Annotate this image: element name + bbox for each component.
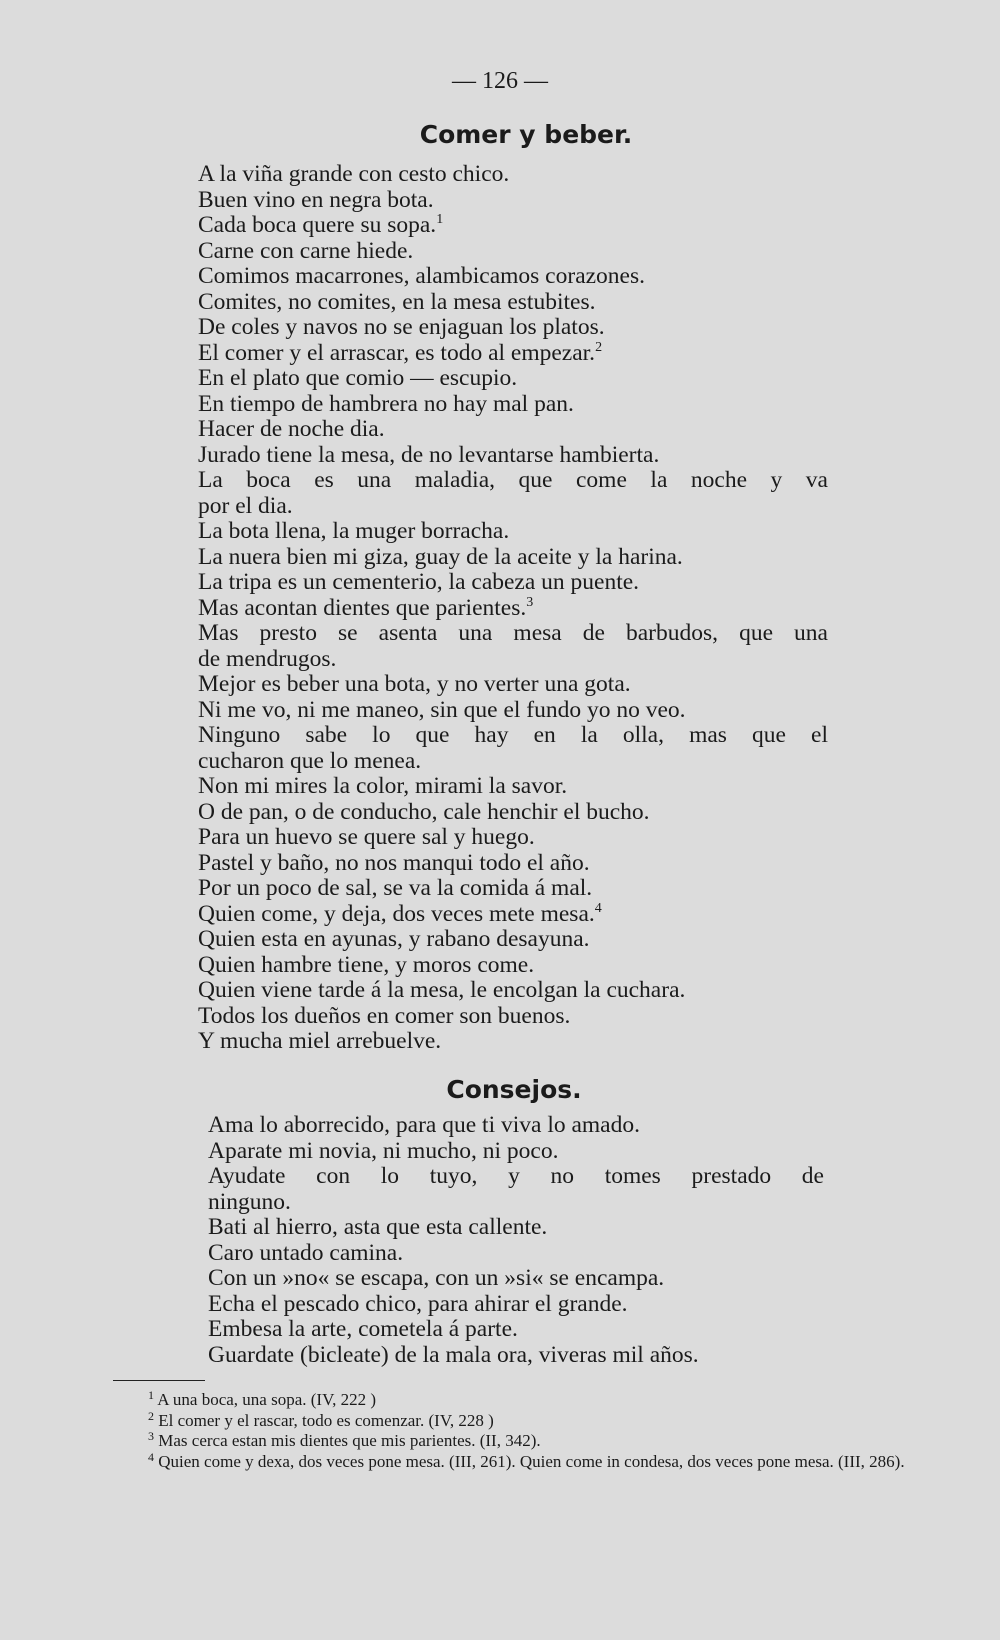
footnote-reference: 2 xyxy=(595,339,603,355)
proverb-text: Carne con carne hiede. xyxy=(198,237,414,264)
proverb-line xyxy=(208,1317,824,1343)
proverb-line xyxy=(198,315,828,341)
proverb-text: Comimos macarrones, alambicamos corazones. xyxy=(198,263,646,289)
proverb-line xyxy=(198,774,828,800)
proverb-text: Bati al hierro, asta que esta callente. xyxy=(208,1214,548,1240)
proverb-text: Para un huevo se quere sal y huego. xyxy=(198,824,535,850)
proverb-text: La bota llena, la muger borracha. xyxy=(198,518,510,544)
proverb-text: Y mucha miel arrebuelve. xyxy=(198,1028,442,1054)
proverb-text: En tiempo de hambrera no hay mal pan. xyxy=(198,390,574,417)
proverb-text: De coles y navos no se enjaguan los platos. xyxy=(198,314,605,340)
proverb-text: La nuera bien mi giza, guay de la aceite y la harina. xyxy=(198,543,683,570)
proverb-line xyxy=(208,1139,824,1165)
proverb-line xyxy=(198,621,828,672)
proverb-line xyxy=(208,1292,824,1318)
footnote-text: Mas cerca estan mis dientes que mis parientes. (II, 342). xyxy=(154,1431,541,1450)
proverb-line xyxy=(198,264,828,290)
proverb-line xyxy=(208,1343,824,1369)
section-title-consejos: Consejos. xyxy=(446,1075,582,1104)
proverb-line xyxy=(198,800,828,826)
proverb-line xyxy=(198,825,828,851)
proverb-line xyxy=(198,417,828,443)
proverb-text: Non mi mires la color, mirami la savor. xyxy=(198,773,568,799)
proverb-text: Quien come, y deja, dos veces mete mesa. xyxy=(198,900,595,927)
footnote-reference: 1 xyxy=(436,212,444,227)
proverb-text: Ni me vo, ni me maneo, sin que el fundo yo no veo. xyxy=(198,696,686,723)
proverb-line xyxy=(198,902,828,928)
proverb-line xyxy=(198,927,828,953)
page-number: — 126 — xyxy=(452,68,548,94)
proverb-line xyxy=(198,341,828,367)
footnote-reference: 4 xyxy=(594,900,602,916)
proverb-line xyxy=(198,366,828,392)
footnote-mark: 2 xyxy=(148,1408,154,1423)
proverb-list-consejos xyxy=(208,1113,824,1368)
footnote-divider xyxy=(113,1380,205,1381)
proverb-text: Cada boca quere su sopa. xyxy=(198,212,437,238)
proverb-line xyxy=(198,519,828,545)
proverb-text: Por un poco de sal, se va la comida á mal. xyxy=(198,875,593,901)
proverb-line xyxy=(198,851,828,877)
proverb-text: Quien hambre tiene, y moros come. xyxy=(198,951,535,978)
proverb-line xyxy=(198,978,828,1004)
proverb-text: Mejor es beber una bota, y no verter una gota. xyxy=(198,671,631,697)
proverb-line xyxy=(198,570,828,596)
proverb-text: Guardate (bicleate) de la mala ora, viveras mil años. xyxy=(208,1341,699,1368)
proverb-list-comer-y-beber xyxy=(198,162,828,1055)
footnote xyxy=(88,1390,918,1411)
proverb-text: Mas acontan dientes que parientes. xyxy=(198,594,527,621)
proverb-text: La boca es una maladia, que come la noche y va xyxy=(198,467,828,493)
proverb-line xyxy=(208,1215,824,1241)
proverb-line xyxy=(198,443,828,469)
proverb-text: Hacer de noche dia. xyxy=(198,416,385,442)
proverb-text: Embesa la arte, cometela á parte. xyxy=(208,1316,518,1342)
proverb-text: Caro untado camina. xyxy=(208,1239,404,1266)
proverb-line xyxy=(198,876,828,902)
proverb-line xyxy=(208,1266,824,1292)
proverb-line xyxy=(198,672,828,698)
footnote-mark: 3 xyxy=(148,1429,154,1443)
proverb-text: Con un »no« se escapa, con un »si« se encampa. xyxy=(208,1265,665,1291)
proverb-line xyxy=(198,723,828,774)
proverb-text: Pastel y baño, no nos manqui todo el año. xyxy=(198,849,590,876)
section-title-comer-y-beber: Comer y beber. xyxy=(419,120,633,149)
proverb-line xyxy=(198,1029,828,1055)
proverb-line xyxy=(198,596,828,622)
proverb-line xyxy=(198,392,828,418)
proverb-line xyxy=(198,213,828,239)
proverb-text: A la viña grande con cesto chico. xyxy=(198,161,510,187)
proverb-line xyxy=(198,188,828,214)
footnote-text: Quien come y dexa, dos veces pone mesa. (III, 261). Quien come in condesa, dos veces pone mesa. (III, 286). xyxy=(154,1451,905,1471)
proverb-text: Quien viene tarde á la mesa, le encolgan la cuchara. xyxy=(198,977,686,1003)
proverb-line xyxy=(198,162,828,188)
proverb-text: En el plato que comio — escupio. xyxy=(198,365,518,391)
proverb-text: Aparate mi novia, ni mucho, ni poco. xyxy=(208,1137,559,1164)
proverb-line xyxy=(198,1004,828,1030)
footnote-mark: 4 xyxy=(148,1449,154,1464)
proverb-line xyxy=(198,239,828,265)
proverb-text: Ninguno sabe lo que hay en la olla, mas que el xyxy=(198,722,828,748)
footnote-mark: 1 xyxy=(148,1388,154,1402)
footnote-reference: 3 xyxy=(526,594,534,610)
proverb-line xyxy=(198,545,828,571)
footnotes xyxy=(88,1390,918,1472)
proverb-text: Jurado tiene la mesa, de no levantarse hambierta. xyxy=(198,441,660,468)
footnote xyxy=(88,1449,918,1473)
proverb-text: Comites, no comites, en la mesa estubites. xyxy=(198,288,596,315)
proverb-continuation: por el dia. xyxy=(198,492,293,519)
proverb-text: La tripa es un cementerio, la cabeza un puente. xyxy=(198,569,640,595)
proverb-text: Todos los dueños en comer son buenos. xyxy=(198,1002,571,1029)
proverb-text: El comer y el arrascar, es todo al empezar. xyxy=(198,339,596,366)
proverb-text: Echa el pescado chico, para ahirar el grande. xyxy=(208,1290,628,1317)
proverb-continuation: de mendrugos. xyxy=(198,645,337,672)
proverb-line xyxy=(198,698,828,724)
proverb-line xyxy=(198,290,828,316)
footnote xyxy=(88,1408,918,1432)
footnote-text: El comer y el rascar, todo es comenzar. (IV, 228 ) xyxy=(154,1410,494,1430)
footnote xyxy=(88,1431,918,1452)
proverb-line xyxy=(208,1113,824,1139)
proverb-line xyxy=(198,953,828,979)
proverb-line xyxy=(208,1241,824,1267)
proverb-text: Quien esta en ayunas, y rabano desayuna. xyxy=(198,926,590,952)
proverb-line xyxy=(198,468,828,519)
proverb-text: Ayudate con lo tuyo, y no tomes prestado de xyxy=(208,1163,824,1189)
proverb-continuation: ninguno. xyxy=(208,1188,291,1215)
footnote-text: A una boca, una sopa. (IV, 222 ) xyxy=(154,1390,377,1409)
proverb-continuation: cucharon que lo menea. xyxy=(198,747,422,774)
proverb-text: Buen vino en negra bota. xyxy=(198,186,434,213)
proverb-text: Mas presto se asenta una mesa de barbudos, que una xyxy=(198,620,828,646)
proverb-line xyxy=(208,1164,824,1215)
proverb-text: O de pan, o de conducho, cale henchir el bucho. xyxy=(198,798,650,825)
proverb-text: Ama lo aborrecido, para que ti viva lo amado. xyxy=(208,1112,640,1138)
